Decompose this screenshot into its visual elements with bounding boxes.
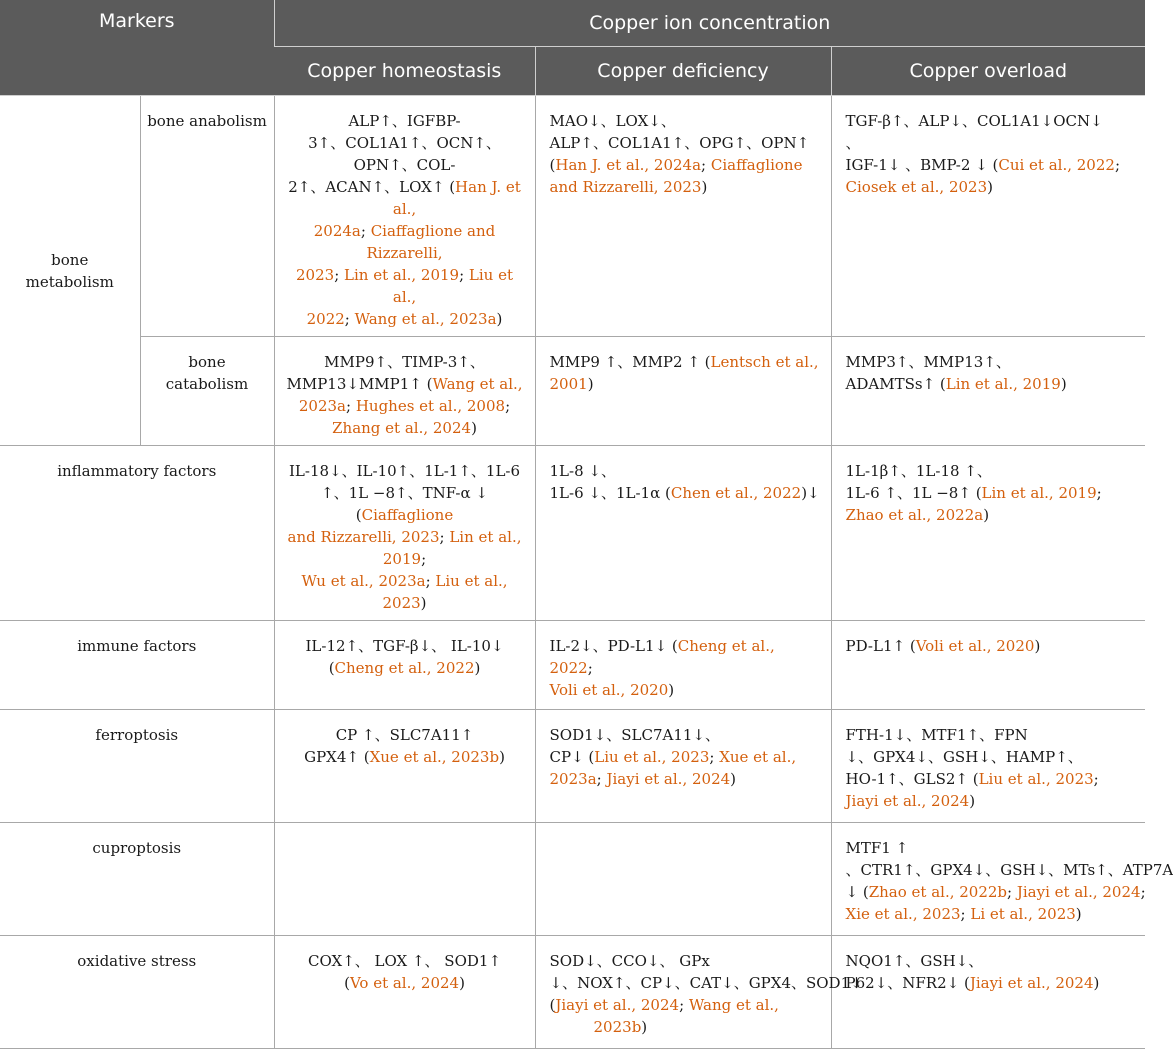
row-label-cuproptosis: cuproptosis: [0, 823, 274, 936]
cell-inflammatory-overload: 1L-1β↑、1L-18 ↑、 1L-6 ↑、1L −8↑ (Lin et al., 2019; Zhao et al., 2022a): [831, 446, 1145, 621]
row-label-bone-anabolism: bone anabolism: [140, 96, 274, 337]
cell-cuproptosis-deficiency: [535, 823, 831, 936]
cell-oxidative-deficiency: SOD↓、CCO↓、 GPx ↓、NOX↑、CP↓、CAT↓、GPX4、SOD1↓ (Jiayi et al., 2024; Wang et al., 2023b): [535, 936, 831, 1049]
table-row: [0, 337, 1145, 446]
cell-catabolism-homeostasis: MMP9↑、TIMP-3↑、 MMP13↓MMP1↑ (Wang et al., 2023a; Hughes et al., 2008; Zhang et al., 2024): [274, 337, 535, 446]
citation-link[interactable]: Liu et al., 2023: [594, 748, 710, 766]
table-row: [0, 621, 1145, 710]
cell-immune-homeostasis: IL-12↑、TGF-β↓、 IL-10↓ (Cheng et al., 2022): [274, 621, 535, 710]
cell-cuproptosis-overload: MTF1 ↑ 、CTR1↑、GPX4↓、GSH↓、MTs↑、ATP7A ↓ (Zhao et al., 2022b; Jiayi et al., 2024; Xie et al., 2023; Li et al., 2023): [831, 823, 1145, 936]
row-label-inflammatory-factors: inflammatory factors: [0, 446, 274, 621]
row-label-immune-factors: immune factors: [0, 621, 274, 710]
cell-anabolism-deficiency: MAO↓、LOX↓、 ALP↑、COL1A1↑、OPG↑、OPN↑ (Han J. et al., 2024a; Ciaffaglione and Rizzarelli, 2023): [535, 96, 831, 337]
table-row: [0, 446, 1145, 621]
cell-oxidative-homeostasis: COX↑、 LOX ↑、 SOD1↑ (Vo et al., 2024): [274, 936, 535, 1049]
citation-link[interactable]: Ciaffaglione: [710, 156, 803, 174]
citation-link[interactable]: Li et al., 2023: [970, 905, 1076, 923]
citation-link[interactable]: Jiayi et al., 2024: [555, 996, 680, 1014]
header-copper-deficiency: Copper deficiency: [535, 47, 831, 96]
citation-link[interactable]: 2024a: [313, 222, 361, 240]
cell-ferroptosis-homeostasis: CP ↑、SLC7A11↑ GPX4↑ (Xue et al., 2023b): [274, 710, 535, 823]
cell-cuproptosis-homeostasis: [274, 823, 535, 936]
citation-link[interactable]: Wang et al.,: [432, 375, 523, 393]
citation-link[interactable]: Liu et al., 2023: [382, 572, 508, 612]
cell-immune-deficiency: IL-2↓、PD-L1↓ (Cheng et al., 2022; Voli et al., 2020): [535, 621, 831, 710]
cell-anabolism-overload: TGF-β↑、ALP↓、COL1A1↓OCN↓ 、 IGF-1↓ 、BMP-2 ↓ (Cui et al., 2022; Ciosek et al., 2023): [831, 96, 1145, 337]
citation-link[interactable]: Xie et al., 2023: [845, 905, 961, 923]
citation-link[interactable]: Wang et al.,: [688, 996, 779, 1014]
row-label-ferroptosis: ferroptosis: [0, 710, 274, 823]
cell-catabolism-deficiency: MMP9 ↑、MMP2 ↑ (Lentsch et al., 2001): [535, 337, 831, 446]
citation-link[interactable]: Han J. et al.,: [392, 178, 521, 218]
row-label-bone-catabolism: bone catabolism: [140, 337, 274, 446]
citation-link[interactable]: Jiayi et al., 2024: [606, 770, 731, 788]
citation-link[interactable]: Lin et al., 2019: [945, 375, 1061, 393]
cell-ferroptosis-overload: FTH-1↓、MTF1↑、FPN ↓、GPX4↓、GSH↓、HAMP↑、 HO-1↑、GLS2↑ (Liu et al., 2023; Jiayi et al., 2024): [831, 710, 1145, 823]
cell-inflammatory-homeostasis: IL-18↓、IL-10↑、1L-1↑、1L-6 ↑、1L −8↑、TNF-α ↓ (Ciaffaglione and Rizzarelli, 2023; Lin et al., 2019; Wu et al., 2023a; Liu et al., 2023): [274, 446, 535, 621]
cell-oxidative-overload: NQO1↑、GSH↓、 P62↓、NFR2↓ (Jiayi et al., 2024): [831, 936, 1145, 1049]
citation-link[interactable]: Xue et al.,: [719, 748, 797, 766]
header-markers: Markers: [0, 0, 274, 96]
citation-link[interactable]: Lin et al., 2019: [382, 528, 522, 568]
citation-link[interactable]: and Rizzarelli, 2023: [549, 178, 702, 196]
header-copper-overload: Copper overload: [831, 47, 1145, 96]
row-label-oxidative-stress: oxidative stress: [0, 936, 274, 1049]
citation-link[interactable]: Jiayi et al., 2024: [1016, 883, 1141, 901]
row-label-bone-metabolism: bone metabolism: [0, 96, 140, 446]
citation-link[interactable]: 2023: [296, 266, 335, 284]
citation-link[interactable]: Zhao et al., 2022a: [845, 506, 984, 524]
citation-link[interactable]: Xue et al., 2023b: [369, 748, 500, 766]
citation-link[interactable]: Hughes et al., 2008: [355, 397, 506, 415]
citation-link[interactable]: Vo et al., 2024: [349, 974, 460, 992]
citation-link[interactable]: Jiayi et al., 2024: [845, 792, 970, 810]
citation-link[interactable]: Wu et al., 2023a: [301, 572, 426, 590]
citation-link[interactable]: 2023a: [298, 397, 346, 415]
cell-anabolism-homeostasis: ALP↑、IGFBP- 3↑、COL1A1↑、OCN↑、 OPN↑、COL- 2↑、ACAN↑、LOX↑ (Han J. et al., 2024a; Ciaffaglione and Rizzarelli, 2023; Lin et al., 2019; Liu et al., 2022; Wang et al., 2023a): [274, 96, 535, 337]
cell-immune-overload: PD-L1↑ (Voli et al., 2020): [831, 621, 1145, 710]
citation-link[interactable]: Zhang et al., 2024: [332, 419, 472, 437]
cell-inflammatory-deficiency: 1L-8 ↓、 1L-6 ↓、1L-1α (Chen et al., 2022)↓: [535, 446, 831, 621]
citation-link[interactable]: 2023a: [549, 770, 597, 788]
header-copper-ion-concentration: Copper ion concentration: [274, 0, 1145, 47]
citation-link[interactable]: and Rizzarelli, 2023: [287, 528, 440, 546]
citation-link[interactable]: Cheng et al., 2022: [549, 637, 775, 677]
citation-link[interactable]: Han J. et al., 2024a: [555, 156, 702, 174]
table-row: [0, 936, 1145, 1049]
citation-link[interactable]: Ciaffaglione and Rizzarelli,: [366, 222, 496, 262]
table-row: [0, 823, 1145, 936]
cell-ferroptosis-deficiency: SOD1↓、SLC7A11↓、 CP↓ (Liu et al., 2023; Xue et al., 2023a; Jiayi et al., 2024): [535, 710, 831, 823]
header-copper-homeostasis: Copper homeostasis: [274, 47, 535, 96]
citation-link[interactable]: 2022: [306, 310, 345, 328]
citation-link[interactable]: Voli et al., 2020: [549, 681, 669, 699]
citation-link[interactable]: Voli et al., 2020: [915, 637, 1035, 655]
citation-link[interactable]: Chen et al., 2022: [670, 484, 802, 502]
table-row: [0, 96, 1145, 337]
citation-link[interactable]: 2023b: [593, 1018, 642, 1036]
citation-link[interactable]: Liu et al.,: [392, 266, 514, 306]
citation-link[interactable]: Jiayi et al., 2024: [969, 974, 1094, 992]
citation-link[interactable]: Cheng et al., 2022: [334, 659, 475, 677]
citation-link[interactable]: Lin et al., 2019: [981, 484, 1097, 502]
citation-link[interactable]: Lin et al., 2019: [344, 266, 460, 284]
citation-link[interactable]: Ciaffaglione: [361, 506, 454, 524]
citation-link[interactable]: Liu et al., 2023: [978, 770, 1094, 788]
table-header: [0, 0, 1145, 96]
citation-link[interactable]: Ciosek et al., 2023: [845, 178, 988, 196]
citation-link[interactable]: Wang et al., 2023a: [354, 310, 497, 328]
cell-catabolism-overload: MMP3↑、MMP13↑、 ADAMTSs↑ (Lin et al., 2019): [831, 337, 1145, 446]
table-row: [0, 710, 1145, 823]
citation-link[interactable]: Zhao et al., 2022b: [868, 883, 1008, 901]
citation-link[interactable]: Cui et al., 2022: [998, 156, 1115, 174]
citation-link[interactable]: 2001: [549, 375, 588, 393]
citation-link[interactable]: Lentsch et al.,: [710, 353, 819, 371]
